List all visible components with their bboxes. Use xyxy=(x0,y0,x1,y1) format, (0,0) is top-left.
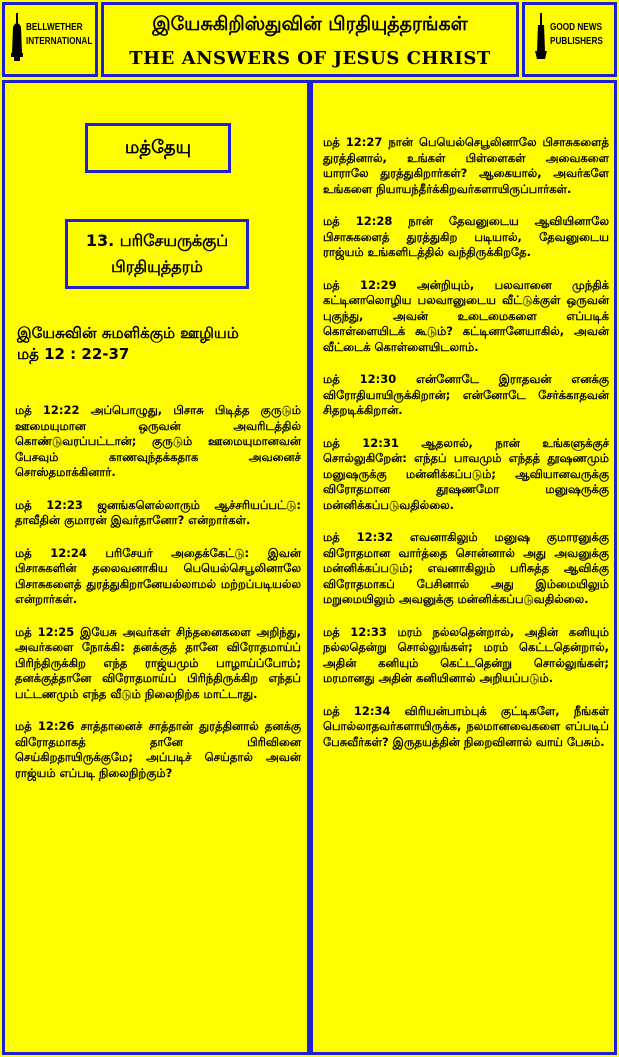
page-title-english: THE ANSWERS OF JESUS CHRIST xyxy=(129,48,491,69)
good-news-logo xyxy=(535,13,614,61)
header xyxy=(0,0,619,80)
bellwether-logo-line1: BELLWETHER xyxy=(26,22,83,33)
left-column xyxy=(2,80,310,1055)
section-title-line1: 13. பரிசேயருக்குப் xyxy=(85,231,229,250)
trumpet-icon xyxy=(535,13,547,61)
verse-paragraph: மத் 12:27 நான் பெயெல்செபூலினாலே பிசாசுகளைத் துரத்தினால், உங்கள் பிள்ளைகள் அவைகளை யாராலே துரத்துகிறார்கள்? ஆகையால், அவர்களே உங்களை நியாயந்தீர்க்கிறவர்களாயிருப்பார்கள். xyxy=(323,135,609,196)
verse-paragraph: மத் 12:26 சாத்தானைச் சாத்தான் துரத்தினால் தனக்கு விரோதமாகத் தானே பிரிவினை செய்கிறதாயிருக்குமே; அப்படிச் செய்தால் அவன் ராஜ்யம் எப்படி நிலைநிற்கும்? xyxy=(15,719,301,780)
section-title-line2: பிரதியுத்தரம் xyxy=(111,257,203,276)
bellwether-logo-line2: INTERNATIONAL xyxy=(26,36,93,47)
book-title: மத்தேயு xyxy=(85,123,231,173)
title-box xyxy=(101,2,519,77)
section-title xyxy=(65,219,249,289)
right-verses xyxy=(323,135,609,767)
passage-heading-line1: இயேசுவின் சுமளிக்கும் ஊழியம் xyxy=(17,324,239,342)
verse-paragraph: மத் 12:33 மரம் நல்லதென்றால், அதின் கனியும் நல்லதென்று சொல்லுங்கள்; மரம் கெட்டதென்றால், அதின் கனியும் கெட்டதென்று சொல்லுங்கள்; மரமானது அதின் கனியினால் அறியப்படும். xyxy=(323,624,609,685)
bellwether-logo-box xyxy=(2,2,98,77)
verse-paragraph: மத் 12:23 ஜனங்களெல்லாரும் ஆச்சரியப்பட்டு: தாவீதின் குமாரன் இவர்தானோ? என்றார்கள். xyxy=(15,497,301,527)
verse-paragraph: மத் 12:31 ஆதலால், நான் உங்களுக்குச் சொல்லுகிறேன்: எந்தப் பாவமும் எந்தத் தூஷணமும் மனுஷருக்கு மன்னிக்கப்படும்; ஆவியானவருக்கு விரோதமான தூஷணமோ மனுஷருக்கு மன்னிக்கப்படுவதில்லை. xyxy=(323,435,609,512)
good-news-logo-line1: GOOD NEWS xyxy=(550,22,602,33)
bell-icon xyxy=(11,13,23,61)
right-column xyxy=(310,80,617,1055)
verse-paragraph: மத் 12:24 பரிசேயர் அதைக்கேட்டு: இவன் பிசாசுகளின் தலைவனாகிய பெயெல்செபூலினாலே பிசாசுகளைத் துரத்துகிறானேயல்லாமல் மற்றப்படியல்ல என்றார்கள். xyxy=(15,545,301,606)
verse-paragraph: மத் 12:25 இயேசு அவர்கள் சிந்தனைகளை அறிந்து, அவர்களை நோக்கி: தனக்குத் தானே விரோதமாய்ப் பிரிந்திருக்கிற எந்த ராஜ்யமும் பாழாய்ப்போம்; தனக்குத்தானே விரோதமாய்ப் பிரிந்திருக்கிற எந்தப் பட்டணமும் எந்த வீடும் நிலைநிற்க மாட்டாது. xyxy=(15,624,301,701)
good-news-logo-line2: PUBLISHERS xyxy=(550,36,603,47)
verse-paragraph: மத் 12:30 என்னோடே இராதவன் எனக்கு விரோதியாயிருக்கிறான்; என்னோடே சேர்க்காதவன் சிதறடிக்கிறான். xyxy=(323,372,609,417)
bellwether-logo xyxy=(11,13,107,61)
good-news-logo-box xyxy=(522,2,617,77)
page-title-tamil: இயேசுகிறிஸ்துவின் பிரதியுத்தரங்கள் xyxy=(152,13,468,35)
verse-paragraph: மத் 12:28 நான் தேவனுடைய ஆவியினாலே பிசாசுகளைத் துரத்துகிற படியால், தேவனுடைய ராஜ்யம் உங்களிடத்தில் வந்திருக்கிறதே. xyxy=(323,214,609,259)
verse-paragraph: மத் 12:34 விரியன்பாம்புக் குட்டிகளே, நீங்கள் பொல்லாதவர்களாயிருக்க, நலமானவைகளை எப்படிப் பேசுவீர்கள்? இருதயத்தின் நிறைவினால் வாய் பேசும். xyxy=(323,703,609,749)
verse-paragraph: மத் 12:29 அன்றியும், பலவானை முந்திக் கட்டினாலொழிய பலவானுடைய வீட்டுக்குள் ஒருவன் புகுந்து, அவன் உடைமைகளை எப்படிக் கொள்ளையிடக் கூடும்? கட்டினானேயாகில், அவன் வீட்டைக் கொள்ளையிடலாம். xyxy=(323,277,609,354)
verse-paragraph: மத் 12:32 எவனாகிலும் மனுஷ குமாரனுக்கு விரோதமான வார்த்தை சொன்னால் அது அவனுக்கு மன்னிக்கப்படும்; எவனாகிலும் பரிசுத்த ஆவிக்கு விரோதமாகப் பேசினால் அது இம்மையிலும் மறுமையிலும் அவனுக்கு மன்னிக்கப்படுவதில்லை. xyxy=(323,530,609,606)
passage-reference: மத் 12 : 22-37 xyxy=(17,345,130,363)
left-verses xyxy=(15,403,301,798)
verse-paragraph: மத் 12:22 அப்பொழுது, பிசாசு பிடித்த குருடும் ஊமையுமான ஒருவன் அவரிடத்தில் கொண்டுவரப்பட்டான்; குருடும் ஊமையுமானவன் பேசவும் காணவுந்தக்கதாக அவனைச் சொஸ்தமாக்கினார். xyxy=(15,403,301,479)
passage-heading xyxy=(17,323,297,365)
